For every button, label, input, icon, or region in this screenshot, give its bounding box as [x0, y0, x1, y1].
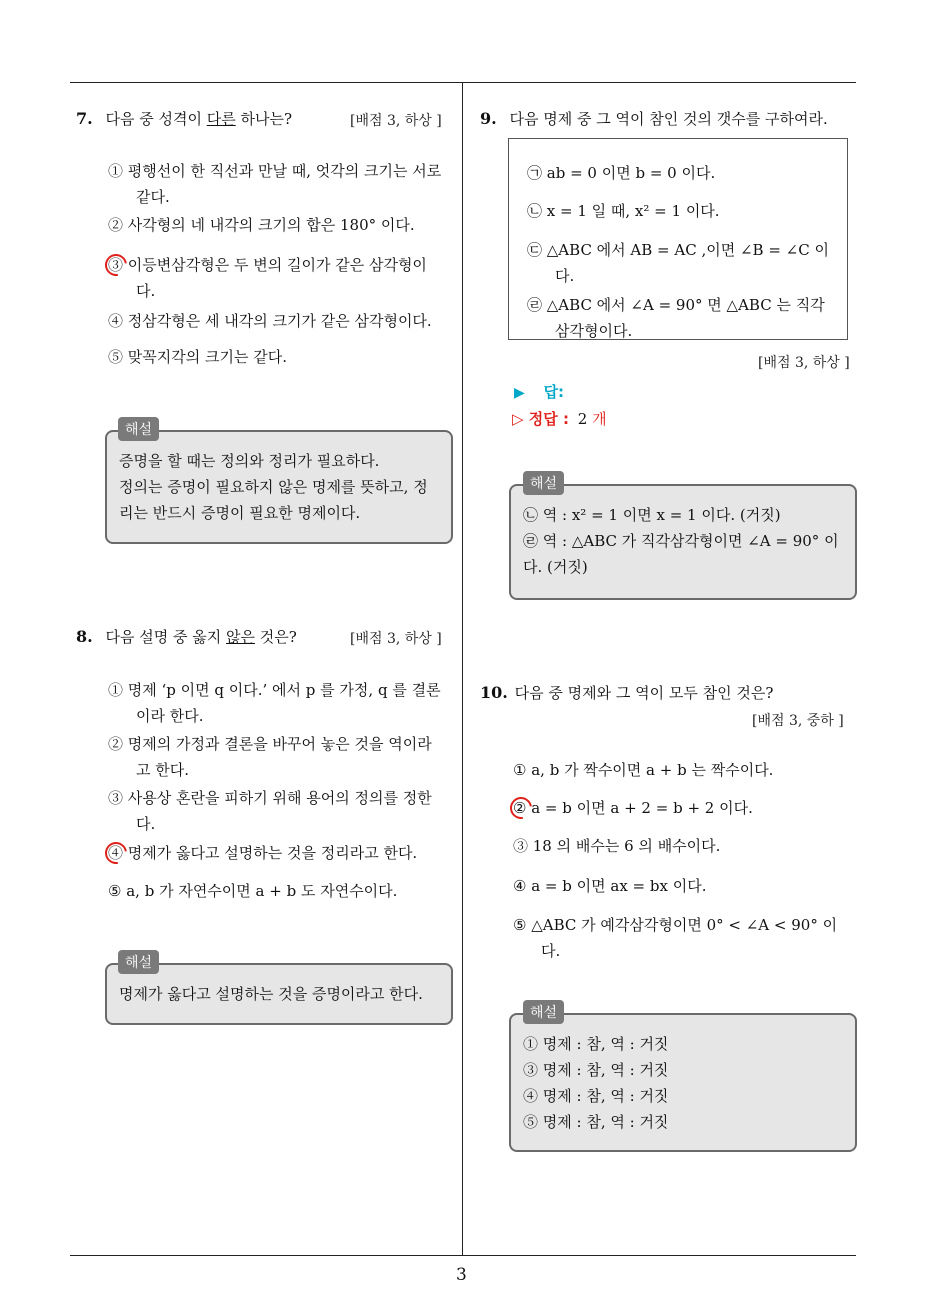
- explanation-line: 증명을 할 때는 정의와 정리가 필요하다.: [119, 452, 380, 470]
- question-stem: 다음 중 명제와 그 역이 모두 참인 것은?: [514, 684, 774, 702]
- explanation-line: ㉣ 역 : △ABC 가 직각삼각형이면 ∠A = 90° 이다. (거짓): [523, 532, 839, 576]
- correct-value: 2: [577, 410, 588, 428]
- choice-4[interactable]: ④ 정삼각형은 세 내각의 크기가 같은 삼각형이다.: [108, 312, 432, 330]
- explanation-box: [509, 1013, 857, 1152]
- choice-3[interactable]: ③ 18 의 배수는 6 의 배수이다.: [513, 837, 721, 855]
- points-label: [배점 3, 중하 ]: [752, 713, 844, 729]
- choice-3[interactable]: ③ 이등변삼각형은 두 변의 길이가 같은 삼각형이다.: [108, 256, 427, 300]
- page-number: 3: [456, 1265, 467, 1285]
- explanation-line: ③ 명제 : 참, 역 : 거짓: [523, 1061, 669, 1079]
- proposition-4: ㉣ △ABC 에서 ∠A = 90° 면 △ABC 는 직각삼각형이다.: [527, 296, 825, 340]
- proposition-1: ㉠ ab = 0 이면 b = 0 이다.: [527, 164, 716, 182]
- play-icon: ▶: [514, 385, 525, 401]
- explanation-line: ㉡ 역 : x² = 1 이면 x = 1 이다. (거짓): [523, 506, 781, 524]
- explanation-line: ⑤ 명제 : 참, 역 : 거짓: [523, 1113, 669, 1131]
- explanation-box: [105, 430, 453, 544]
- explanation-tag: 해설: [523, 471, 564, 495]
- points-label: [배점 3, 하상 ]: [758, 355, 850, 371]
- question-number: 8.: [76, 627, 93, 646]
- choice-5[interactable]: ⑤ 맞꼭지각의 크기는 같다.: [108, 348, 287, 366]
- choice-1[interactable]: ① 평행선이 한 직선과 만날 때, 엇각의 크기는 서로 같다.: [108, 162, 442, 206]
- question-stem: 다음 명제 중 그 역이 참인 것의 갯수를 구하여라.: [509, 110, 828, 128]
- choice-5[interactable]: ⑤ △ABC 가 예각삼각형이면 0° < ∠A < 90° 이다.: [513, 916, 838, 960]
- explanation-line: ④ 명제 : 참, 역 : 거짓: [523, 1087, 669, 1105]
- choice-2[interactable]: ② a = b 이면 a + 2 = b + 2 이다.: [513, 799, 753, 817]
- points-label: [배점 3, 하상 ]: [350, 113, 442, 129]
- choice-2[interactable]: ② 사각형의 네 내각의 크기의 합은 180° 이다.: [108, 216, 415, 234]
- bottom-rule: [70, 1255, 856, 1256]
- choice-5[interactable]: ⑤ a, b 가 자연수이면 a + b 도 자연수이다.: [108, 882, 398, 900]
- explanation-tag: 해설: [118, 950, 159, 974]
- explanation-tag: 해설: [523, 1000, 564, 1024]
- choice-4[interactable]: ④ a = b 이면 ax = bx 이다.: [513, 877, 707, 895]
- correct-unit: 개: [592, 410, 607, 428]
- question-10: [480, 682, 860, 703]
- choice-4[interactable]: ④ 명제가 옳다고 설명하는 것을 정리라고 한다.: [108, 844, 418, 862]
- question-stem: 다음 중 성격이 다른 하나는?: [105, 110, 292, 128]
- choice-1[interactable]: ① 명제 ‘p 이면 q 이다.’ 에서 p 를 가정, q 를 결론이라 한다.: [108, 681, 441, 725]
- question-number: 9.: [480, 109, 497, 128]
- explanation-line: 명제가 옳다고 설명하는 것을 증명이라고 한다.: [119, 985, 423, 1003]
- question-stem: 다음 설명 중 옳지 않은 것은?: [105, 628, 297, 646]
- question-9: [480, 108, 860, 129]
- question-number: 10.: [480, 683, 508, 702]
- choice-2[interactable]: ② 명제의 가정과 결론을 바꾸어 놓은 것을 역이라고 한다.: [108, 735, 432, 779]
- question-number: 7.: [76, 109, 93, 128]
- column-divider: [462, 83, 463, 1255]
- top-rule: [70, 82, 856, 83]
- answer-row: ▶ 답:: [514, 383, 565, 401]
- explanation-line: 정의는 증명이 필요하지 않은 명제를 뜻하고, 정리는 반드시 증명이 필요한 명제이다.: [119, 478, 428, 522]
- points-label: [배점 3, 하상 ]: [350, 631, 442, 647]
- explanation-box: [509, 484, 857, 600]
- proposition-2: ㉡ x = 1 일 때, x² = 1 이다.: [527, 202, 720, 220]
- choice-3[interactable]: ③ 사용상 혼란을 피하기 위해 용어의 정의를 정한다.: [108, 789, 432, 833]
- proposition-3: ㉢ △ABC 에서 AB = AC ,이면 ∠B = ∠C 이다.: [527, 241, 829, 285]
- choice-1[interactable]: ① a, b 가 짝수이면 a + b 는 짝수이다.: [513, 761, 774, 779]
- correct-answer-row: ▷ 정답 : 2 개: [512, 410, 607, 428]
- explanation-tag: 해설: [118, 417, 159, 441]
- explanation-line: ① 명제 : 참, 역 : 거짓: [523, 1035, 669, 1053]
